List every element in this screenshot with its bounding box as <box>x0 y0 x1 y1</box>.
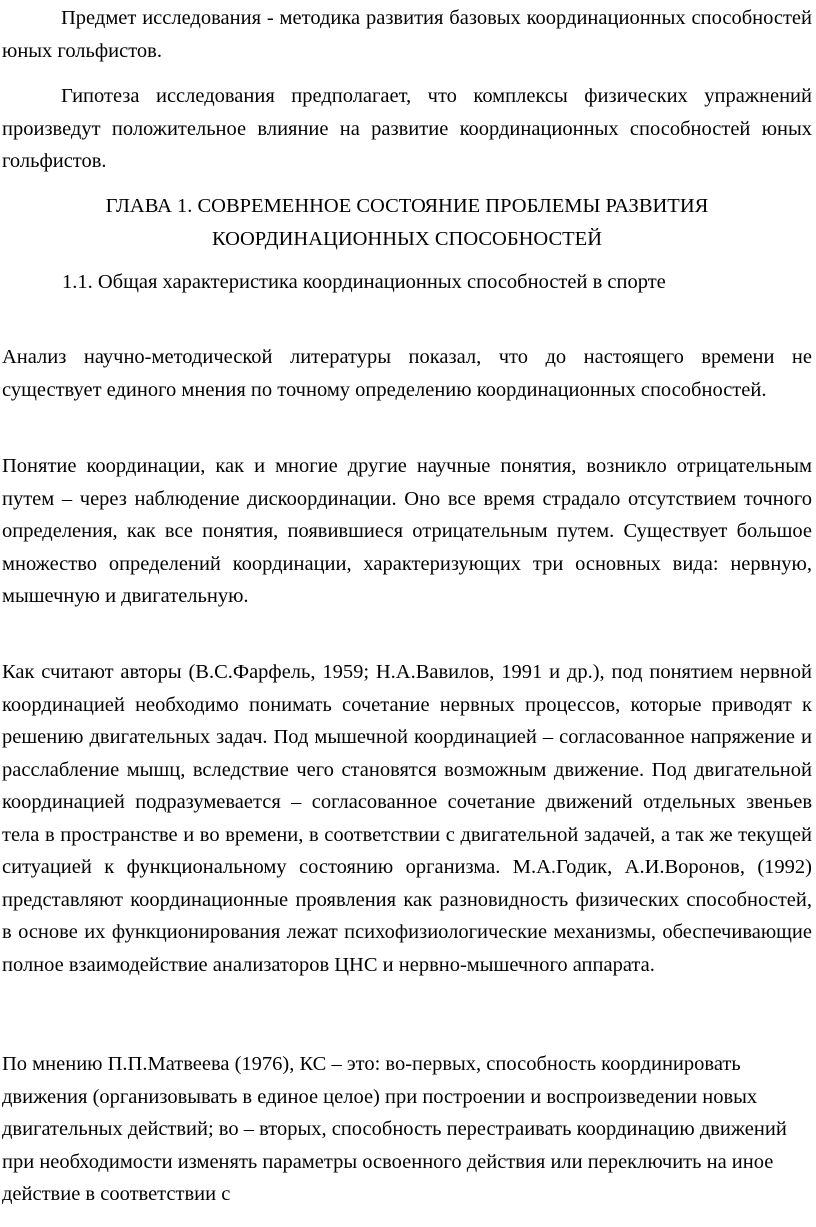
paragraph-research-subject: Предмет исследования - методика развития базовых координационных способностей юных гольфистов. <box>2 7 812 62</box>
paragraph-research-hypothesis: Гипотеза исследования предполагает, что комплексы физических упражнений произведут положительное влияние на развитие координационных способностей юных гольфистов. <box>2 85 812 172</box>
paragraph-coordination-concept: Понятие координации, как и многие другие научные понятия, возникло отрицательным путем – через наблюдение дискоординации. Оно все время страдало отсутствием точного определения, как все понятия, появившиеся отрицательным путем. Существует большое множество определений координации, характеризующих три основных вида: нервную, мышечную и двигательную. <box>2 455 812 607</box>
paragraph-authors-views: Как считают авторы (В.С.Фарфель, 1959; Н.А.Вавилов, 1991 и др.), под понятием нервной координацией необходимо понимать сочетание нервных процессов, которые приводят к решению двигательных задач. Под мышечной координацией – согласованное напряжение и расслабление мышц, вследствие чего становятся возможным движение. Под двигательной координацией подразумевается – согласованное сочетание движений отдельных звеньев тела в пространстве и во времени, в соответствии с двигательной задачей, а так же текущей ситуацией к функциональному состоянию организма. М.А.Годик, А.И.Воронов, (1992) представляют координационные проявления как разновидность физических способностей, в основе их функционирования лежат психофизиологические механизмы, обеспечивающие полное взаимодействие анализаторов ЦНС и нервно-мышечного аппарата. <box>2 661 812 976</box>
paragraph-matveev-definition: По мнению П.П.Матвеева (1976), КС – это: во-первых, способность координировать движения (организовывать в единое целое) при построении и воспроизведении новых двигательных действий; во – вторых, способность перестраивать координацию движений при необходимости изменять параметры освоенного действия или переключить на иное действие в соответствии с <box>2 1053 787 1205</box>
section-heading: 1.1. Общая характеристика координационных способностей в спорте <box>62 271 666 293</box>
paragraph-literature-analysis: Анализ научно-методической литературы показал, что до настоящего времени не существует единого мнения по точному определению координационных способностей. <box>2 346 812 401</box>
chapter-heading: ГЛАВА 1. СОВРЕМЕННОЕ СОСТОЯНИЕ ПРОБЛЕМЫ РАЗВИТИЯ КООРДИНАЦИОННЫХ СПОСОБНОСТЕЙ <box>105 195 709 250</box>
